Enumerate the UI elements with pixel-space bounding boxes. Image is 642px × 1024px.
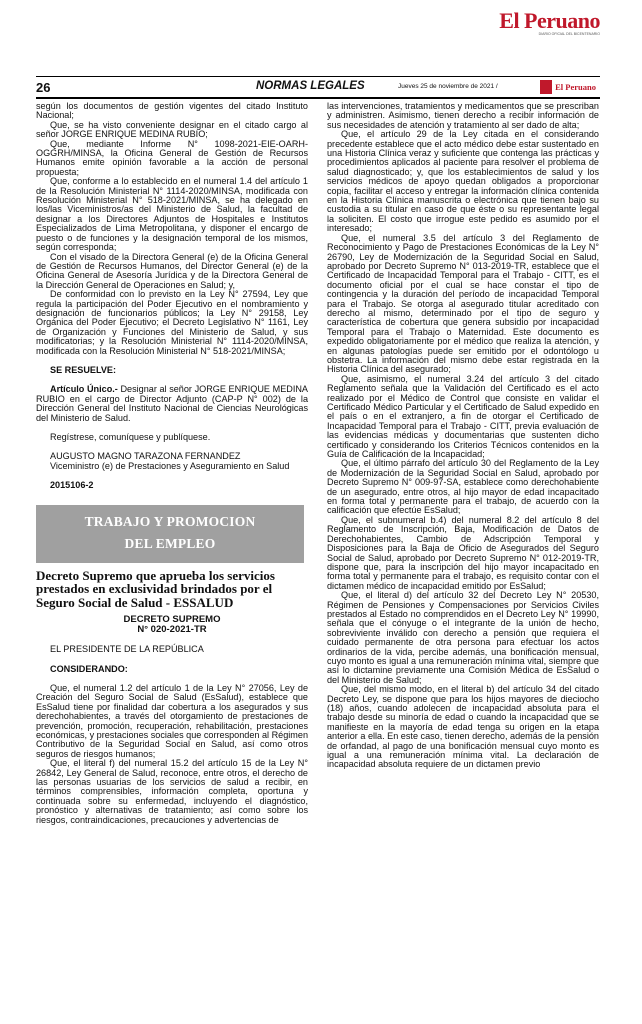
signer-role: Viceministro (e) de Prestaciones y Aseguramiento en Salud (50, 460, 290, 471)
section-title: NORMAS LEGALES (256, 80, 365, 92)
paragraph: Que, asimismo, el numeral 3.24 del artículo 3 del citado Reglamento señala que la Validación del Certificado es el acto realizado por el Médico de Control que consiste en validar el Certificado Médico Particular y el Certificado de Salud expedido en el país o en el extranjero, a fin de otorgar el Certificado de Incapacidad Temporal para el Trabajo - CITT, previa evaluación de las evidencias médicas y documentarias que sustenten dicho certificado y considerando los Criterios Técnicos contenidos en la Guía de Calificación de la Incapacidad; (327, 373, 599, 460)
closing-formula: Regístrese, comuníquese y publíquese. (50, 432, 211, 442)
article-paragraph (36, 385, 308, 423)
running-header (36, 76, 600, 99)
left-column (36, 102, 308, 825)
paragraph: según los documentos de gestión vigentes del citado Instituto Nacional; (36, 101, 308, 121)
coat-of-arms-icon (540, 80, 552, 94)
signer-name: AUGUSTO MAGNO TARAZONA FERNANDEZ (50, 451, 241, 462)
paragraph: De conformidad con lo previsto en la Ley N° 27594, Ley que regula la participación del Poder Ejecutivo en el nombramiento y designación de funcionarios públicos; la Ley N° 29158, Ley Orgánica del Poder Ejecutivo; el Decreto Legislativo N° 1161, Ley de Organización y Funciones del Ministerio de Salud, y sus modificatorias; y la Resolución Ministerial N° 1114-2020/MINSA, modificada con la Resolución Ministerial N° 518-2021/MINSA; (36, 289, 308, 356)
paragraph: Que, del mismo modo, en el literal b) del artículo 34 del citado Decreto Ley, se dispone que para los hijos mayores de dieciocho (18) años, cuando adolecen de incapacidad absoluta para el trabajo desde su minoría de edad o cuando la incapacidad que se manifieste en la mayoría de edad tenga su origen en la etapa anterior a ella. En este caso, tienen derecho, además de la pensión de orfandad, al pago de una bonificación mensual cuyo monto es igual a una remuneración mínima vital. La declaración de incapacidad absoluta requiere de un dictamen previo (327, 684, 599, 770)
paragraph: Que, se ha visto conveniente designar en el citado cargo al señor JORGE ENRIQUE MEDINA RUBIO; (36, 119, 308, 140)
president-heading: EL PRESIDENTE DE LA REPÚBLICA (50, 644, 204, 655)
paragraph: Con el visado de la Directora General (e) de la Oficina General de Gestión de Recursos Humanos, del Director General (e) de la Oficina General de Asesoría Jurídica y de la Directora General de la Dirección General de Operaciones en Salud; y, (36, 251, 308, 290)
header-brand: El Peruano (555, 82, 596, 92)
issue-date: Jueves 25 de noviembre de 2021 / (398, 83, 498, 90)
paragraph: Que, conforme a lo establecido en el numeral 1.4 del artículo 1 de la Resolución Ministerial N° 1114-2020/MINSA, modificada con Resolución Ministerial N° 518-2021/MINSA, se ha delegado en los/las Viceministros/as del Ministerio de Salud, la facultad de designar a los Directores Adjuntos de Hospitales e Institutos Especializados de Lima Metropolitana, y disponer el encargo de puesto o de funciones y la designación temporal de los mismos, según corresponda; (36, 176, 308, 253)
resolution-heading: SE RESUELVE: (50, 364, 117, 375)
page-number: 26 (36, 80, 51, 95)
paragraph: Que, el numeral 3.5 del artículo 3 del Reglamento de Reconocimiento y Pago de Prestaciones Económicas de la Ley N° 26790, Ley de Modernización de la Seguridad Social en Salud, aprobado por Decreto Supremo N° 013-2019-TR, establece que el Certificado de Incapacidad Temporal para el Trabajo - CITT, es el documento oficial por el cual se hace constar el tipo de contingencia y la duración del período de incapacidad Temporal para el Trabajo. Se otorga al asegurado titular acreditado con derecho al mismo, determinado por el tipo de seguro y característica de cobertura que genera subsidio por incapacidad Temporal para el Trabajo o Maternidad. Este documento es expedido obligatoriamente por el médico que realiza la atención, y en algunas patologías puede ser emitido por el odontólogo u obstetra. La información del mismo debe estar registrada en la Historia Clínica del asegurado; (327, 232, 599, 375)
masthead (499, 10, 600, 36)
right-column (327, 102, 599, 770)
paragraph: Que, el artículo 29 de la Ley citada en el considerando precedente establece que el acto médico debe estar sustentado en una Historia Clínica veraz y suficiente que contenga las prácticas y procedimientos aplicados al paciente para resolver el problema de salud diagnosticado; y, que los establecimientos de salud y los servicios médicos de apoyo quedan obligados a proporcionar copia, facilitar el acceso y entregar la información clínica contenida en la Historia Clínica manuscrita o electrónica que tienen bajo su custodia a su titular en caso de que éste o su representante legal la soliciten. El costo que irrogue este pedido es asumido por el interesado; (327, 129, 599, 234)
decree-number: N° 020-2021-TR (137, 624, 207, 636)
paragraph: Que, mediante Informe N° 1098-2021-EIE-OARH-OGGRH/MINSA, la Oficina General de Gestión de Recursos Humanos emite opinión favorable a la acción de personal propuesta; (36, 138, 308, 177)
article-lead: Artículo Único.- (50, 384, 118, 395)
article-text: Designar al señor JORGE ENRIQUE MEDINA RUBIO en el cargo de Director Adjunto (CAP-P N° 002) de la Dirección General del Instituto Nacional de Ciencias Neurológicas del Ministerio de Salud. (36, 384, 308, 423)
newspaper-logo: El Peruano (499, 8, 600, 33)
paragraph: Que, el literal f) del numeral 15.2 del artículo 15 de la Ley N° 26842, Ley General de Salud, reconoce, entre otros, el derecho de las personas usuarias de los servicios de salud a recibir, en términos comprensibles, información completa, oportuna y continuada sobre su enfermedad, incluyendo el diagnóstico, pronóstico y alternativas de tratamiento; así como sobre los riesgos, contraindicaciones, precauciones y advertencias de (36, 758, 308, 825)
paragraph: Que, el último párrafo del artículo 30 del Reglamento de la Ley de Modernización de la Seguridad Social en Salud, aprobado por Decreto Supremo N° 009-97-SA, establece como derechohabiente de un asegurado, entre otros, al hijo mayor de edad incapacitado en forma total y permanente para el trabajo, de acuerdo con la calificación que efectúe EsSalud; (327, 458, 599, 516)
decree-title: Decreto Supremo que aprueba los servicios prestados en exclusividad brindados por el Seguro Social de Salud - ESSALUD (36, 567, 275, 610)
masthead-tagline: DIARIO OFICIAL DEL BICENTENARIO (538, 32, 600, 36)
document-code: 2015106-2 (50, 480, 94, 491)
sector-banner-line1: TRABAJO Y PROMOCION (84, 513, 256, 529)
paragraph: Que, el literal d) del artículo 32 del Decreto Ley N° 20530, Régimen de Pensiones y Compensaciones por Servicios Civiles prestados al Estado no comprendidos en el Decreto Ley N° 19990, señala que el cónyuge o el integrante de la unión de hecho, sobreviviente inválido con derecho a pensión que requiera el cuidado permanente de otra persona para efectuar los actos ordinarios de la vida, percibe además, una bonificación mensual, cuyo monto es igual a una remuneración mínima vital, siempre que así lo dictamine previamente una Comisión Médica de EsSalud o del Ministerio de Salud; (327, 590, 599, 685)
sector-banner-line2: DEL EMPLEO (124, 535, 216, 551)
decree-label: DECRETO SUPREMO (123, 614, 221, 626)
paragraph: las intervenciones, tratamientos y medicamentos que se prescriban y administren. Asimismo, tienen derecho a recibir información de sus necesidades de atención y tratamiento al ser dado de alta; (327, 101, 599, 130)
paragraph: Que, el numeral 1.2 del artículo 1 de la Ley N° 27056, Ley de Creación del Seguro Social de Salud (EsSalud), establece que EsSalud tiene por finalidad dar cobertura a los asegurados y sus derechohabientes, a través del otorgamiento de prestaciones de prevención, promoción, recuperación, rehabilitación, prestaciones económicas, y prestaciones sociales que corresponden al Régimen Contributivo de la Seguridad Social en Salud, así como otros seguros de riesgos humanos; (36, 682, 308, 759)
sector-banner (36, 505, 304, 563)
newspaper-page (36, 2, 600, 1005)
considerando-heading: CONSIDERANDO: (50, 663, 128, 674)
paragraph: Que, el subnumeral b.4) del numeral 8.2 del artículo 8 del Reglamento de Inscripción, Baja, Modificación de Datos de Derechohabientes, Cambio de Adscripción Temporal y Disposiciones para la Baja de Oficio de Asegurados del Seguro Social de Salud, aprobado por Decreto Supremo N° 012-2019-TR, dispone que, para la inscripción del hijo mayor incapacitado en forma total y permanente para el trabajo, es requisito contar con el dictamen médico de incapacidad emitido por EsSalud; (327, 514, 599, 591)
